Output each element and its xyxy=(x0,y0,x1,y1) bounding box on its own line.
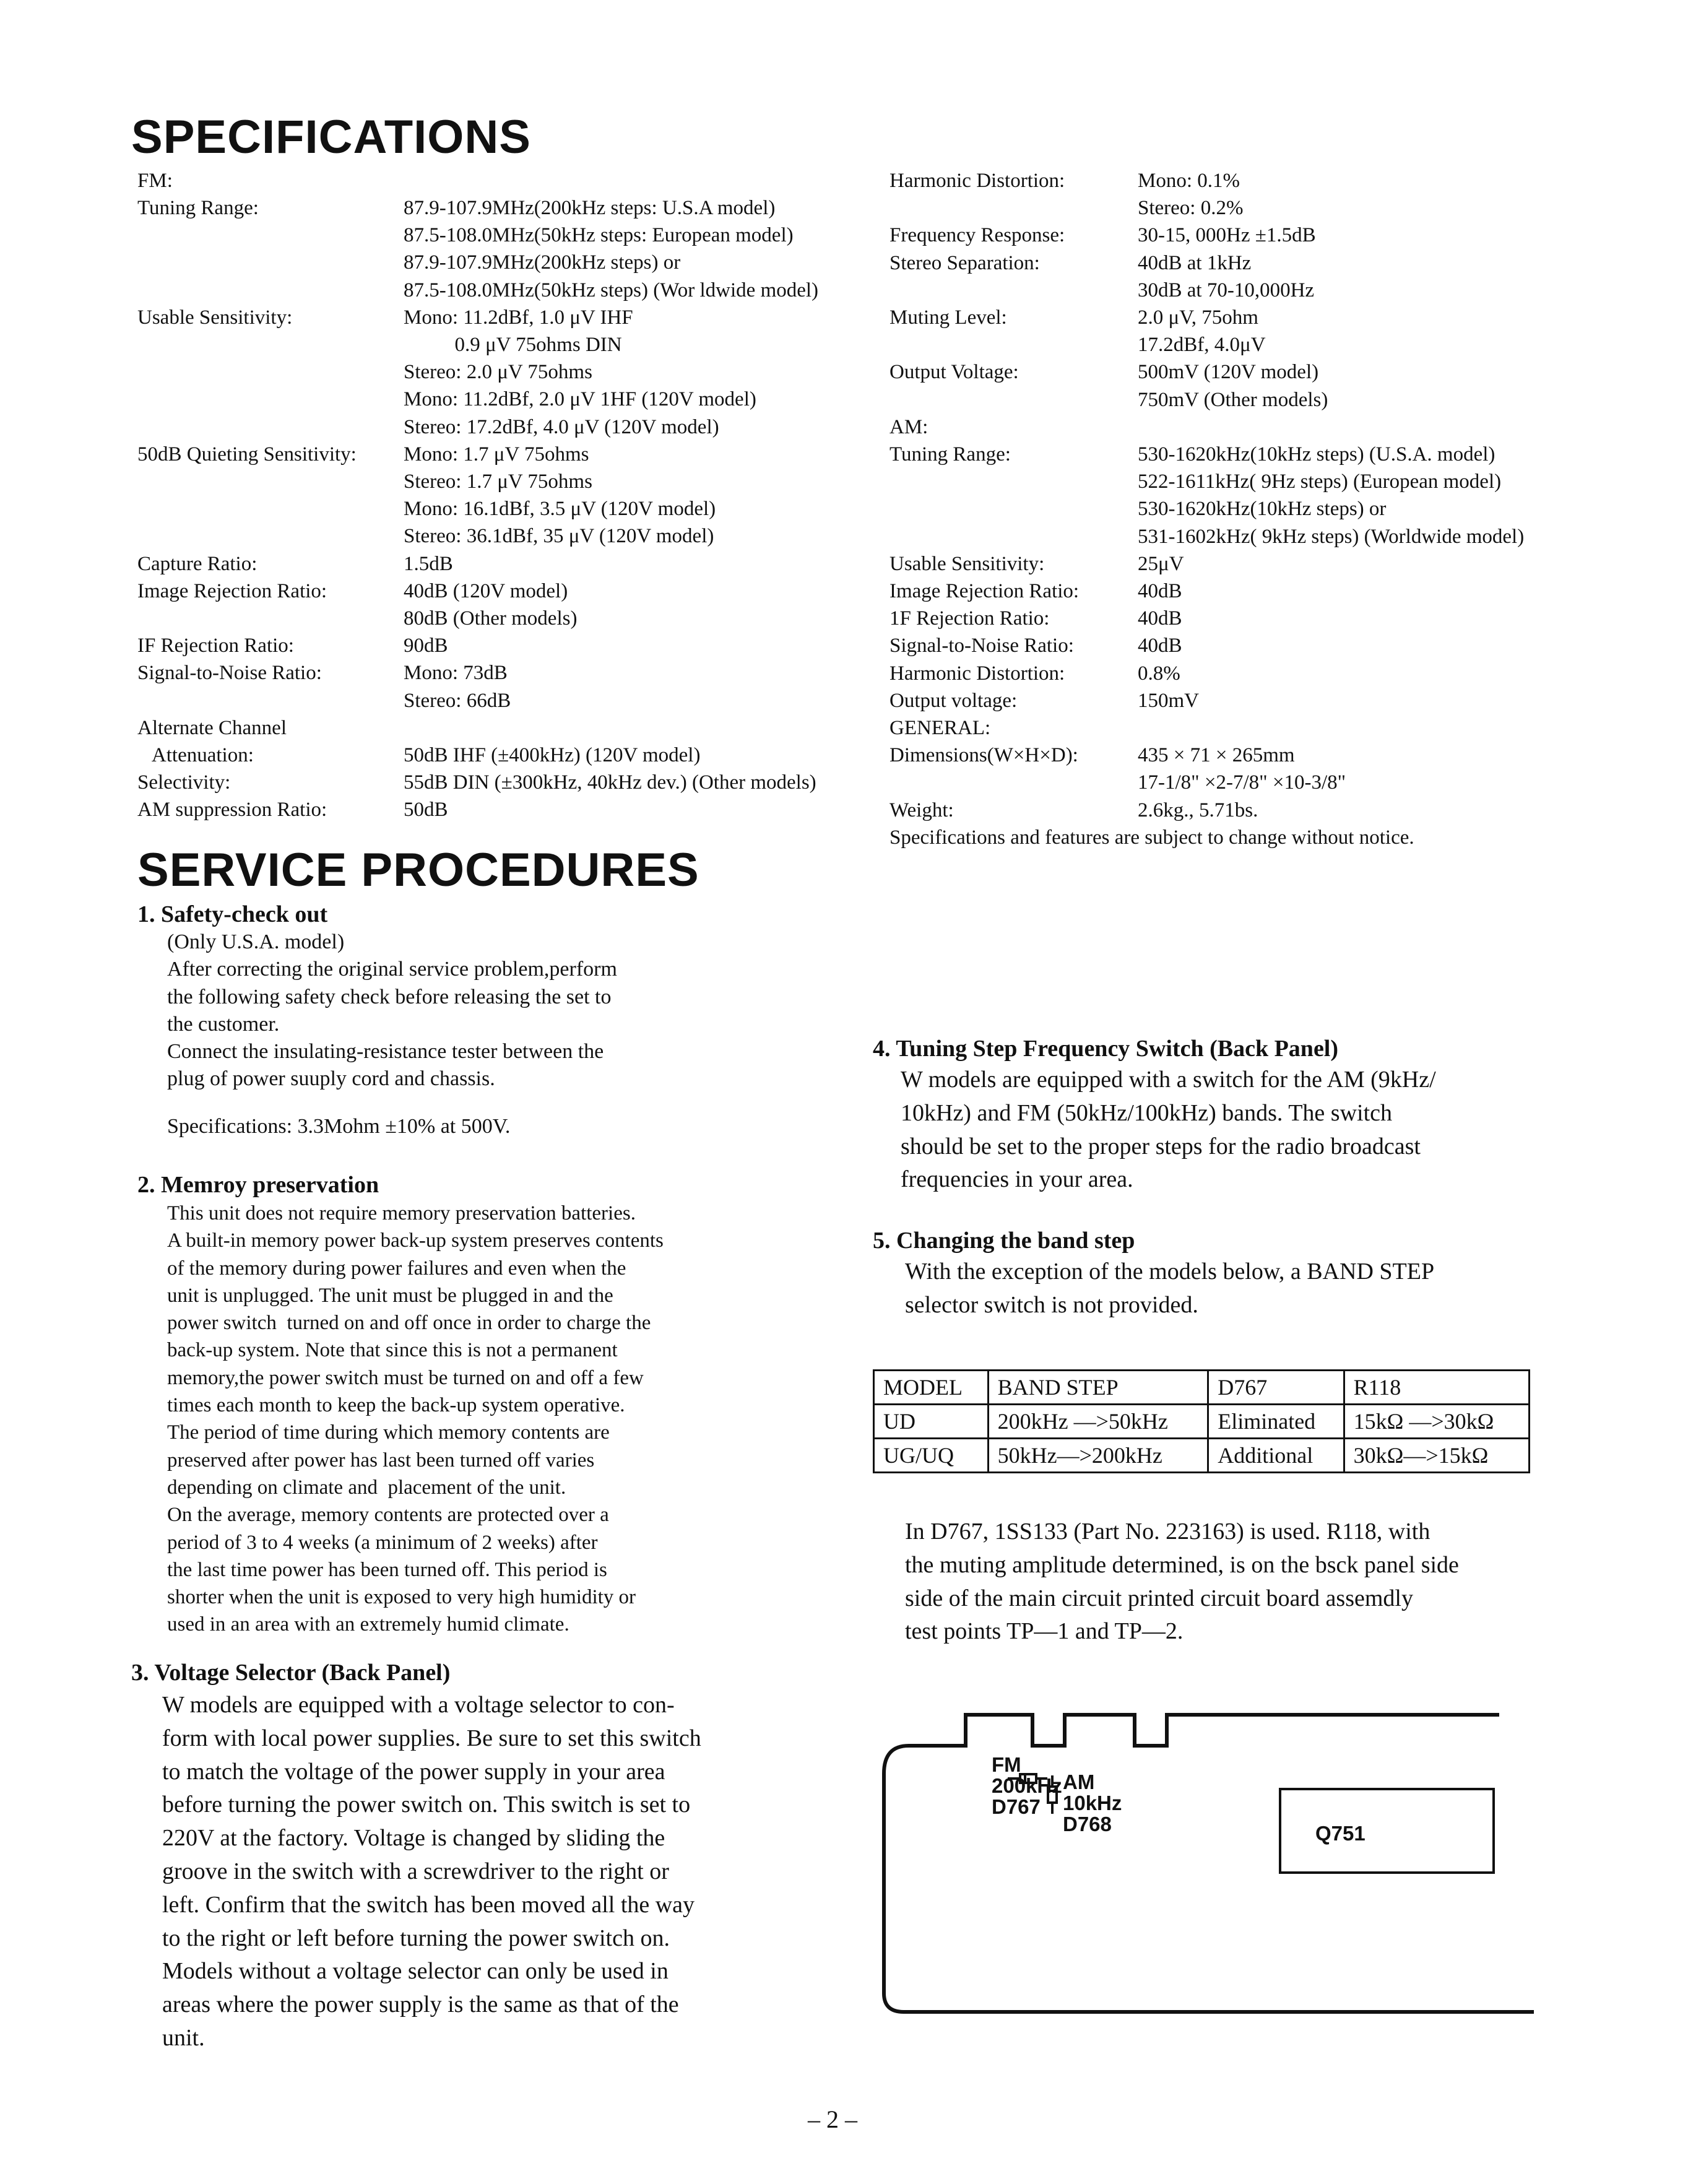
specifications-title: SPECIFICATIONS xyxy=(131,111,531,163)
right-specs xyxy=(889,167,1663,849)
q751-box xyxy=(1280,1789,1494,1873)
procedure-1-spec: Specifications: 3.3Mohm ±10% at 500V. xyxy=(167,1115,511,1138)
q751-label: Q751 xyxy=(1315,1822,1366,1845)
table-cell: 15kΩ —>30kΩ xyxy=(1344,1405,1529,1439)
spec-value: 0.9 μV 75ohms DIN xyxy=(404,334,622,356)
spec-label: Signal-to-Noise Ratio: xyxy=(137,662,322,685)
table-row xyxy=(874,1439,1530,1473)
spec-label: Alternate Channel xyxy=(137,716,287,739)
spec-value: 0.8% xyxy=(1138,662,1180,685)
spec-value: 87.5-108.0MHz(50kHz steps: European model) xyxy=(404,224,794,247)
spec-label: Attenuation: xyxy=(137,744,254,766)
spec-label: Stereo Separation: xyxy=(889,251,1040,274)
table-header-cell: D767 xyxy=(1208,1371,1344,1405)
table-row xyxy=(874,1405,1530,1439)
spec-value: 17-1/8" ×2-7/8" ×10-3/8" xyxy=(1138,771,1346,794)
after-table-text: In D767, 1SS133 (Part No. 223163) is used. R118, with the muting amplitude determined, is on the bsck panel side side of the main circuit printed circuit board assemdly test points TP—1 and TP—2. xyxy=(905,1519,1459,1645)
spec-value: Mono: 16.1dBf, 3.5 μV (120V model) xyxy=(404,498,716,521)
board-diagram xyxy=(873,1702,1560,2043)
band-step-table xyxy=(873,1369,1530,1473)
spec-label: Signal-to-Noise Ratio: xyxy=(889,635,1074,657)
spec-label: Selectivity: xyxy=(137,771,231,794)
spec-value: 17.2dBf, 4.0μV xyxy=(1138,334,1266,357)
spec-value: 435 × 71 × 265mm xyxy=(1138,744,1295,767)
procedure-3-title: 3. Voltage Selector (Back Panel) xyxy=(131,1660,451,1686)
spec-value: 150mV xyxy=(1138,689,1199,712)
spec-label: AM: xyxy=(889,415,928,438)
spec-note: Specifications and features are subject to change without notice. xyxy=(889,826,1414,849)
spec-value: Stereo: 66dB xyxy=(404,689,511,712)
spec-value: 500mV (120V model) xyxy=(1138,361,1319,384)
spec-label: 50dB Quieting Sensitivity: xyxy=(137,443,357,466)
spec-value: 25μV xyxy=(1138,552,1184,575)
spec-value: 80dB (Other models) xyxy=(404,607,578,630)
spec-value: 50dB xyxy=(404,799,448,821)
spec-value: 87.9-107.9MHz(200kHz steps: U.S.A model) xyxy=(404,197,776,219)
spec-value: 522-1611kHz( 9Hz steps) (European model) xyxy=(1138,470,1502,493)
spec-value: 40dB xyxy=(1138,607,1182,630)
spec-label: Muting Level: xyxy=(889,306,1007,329)
spec-value: 530-1620kHz(10kHz steps) (U.S.A. model) xyxy=(1138,443,1495,466)
spec-label: Usable Sensitivity: xyxy=(889,552,1045,575)
fm-specs xyxy=(137,167,880,821)
fm-heading: FM: xyxy=(137,170,173,192)
spec-value: Stereo: 36.1dBf, 35 μV (120V model) xyxy=(404,525,714,548)
procedure-4-title: 4. Tuning Step Frequency Switch (Back Panel) xyxy=(873,1036,1339,1062)
spec-value: 530-1620kHz(10kHz steps) or xyxy=(1138,498,1387,521)
spec-label: Tuning Range: xyxy=(889,443,1011,466)
procedure-1-title: 1. Safety-check out xyxy=(137,901,328,927)
spec-label: Usable Sensitivity: xyxy=(137,306,293,329)
spec-value: 50dB IHF (±400kHz) (120V model) xyxy=(404,744,701,766)
procedure-4-body: W models are equipped with a switch for the AM (9kHz/ 10kHz) and FM (50kHz/100kHz) bands. The switch should be set to the proper steps for the radio broadcast frequencies in your area. xyxy=(901,1067,1436,1193)
page-number: – 2 – xyxy=(808,2105,857,2133)
spec-value: 90dB xyxy=(404,635,448,657)
spec-label: Capture Ratio: xyxy=(137,552,258,575)
spec-value: 40dB (120V model) xyxy=(404,579,568,602)
service-procedures-title: SERVICE PROCEDURES xyxy=(137,844,699,896)
spec-label: Image Rejection Ratio: xyxy=(889,580,1080,602)
spec-value: 2.6kg., 5.71bs. xyxy=(1138,799,1258,821)
spec-value: 87.5-108.0MHz(50kHz steps) (Wor ldwide model) xyxy=(404,279,819,301)
table-cell: 50kHz—>200kHz xyxy=(988,1439,1208,1473)
spec-label: GENERAL: xyxy=(889,717,991,739)
table-header-cell: R118 xyxy=(1344,1371,1529,1405)
procedure-5-body: With the exception of the models below, a BAND STEP selector switch is not provided. xyxy=(905,1259,1435,1318)
am-d768-label: AM 10kHz D768 xyxy=(1063,1770,1122,1835)
table-cell: 30kΩ—>15kΩ xyxy=(1344,1439,1529,1473)
table-header-cell: BAND STEP xyxy=(988,1371,1208,1405)
spec-value: Stereo: 1.7 μV 75ohms xyxy=(404,470,592,493)
fm-d767-label: FM 200kHz D767 xyxy=(992,1753,1062,1818)
spec-label: Frequency Response: xyxy=(889,224,1065,247)
spec-label: Weight: xyxy=(889,799,954,821)
spec-value: 2.0 μV, 75ohm xyxy=(1138,306,1258,329)
procedure-5-title: 5. Changing the band step xyxy=(873,1228,1135,1254)
table-cell: UG/UQ xyxy=(874,1439,989,1473)
spec-value: Mono: 0.1% xyxy=(1138,170,1240,192)
spec-label: Harmonic Distortion: xyxy=(889,170,1065,192)
spec-label: Dimensions(W×H×D): xyxy=(889,744,1078,767)
procedure-1-body: (Only U.S.A. model) After correcting the original service problem,perform the following safety check before releasing the set to the customer. Connect the insulating-resistance tester between the plug of power suuply cord and chassis. xyxy=(167,930,617,1091)
spec-label: Harmonic Distortion: xyxy=(889,662,1065,685)
table-header-cell: MODEL xyxy=(874,1371,989,1405)
table-cell: Eliminated xyxy=(1208,1405,1344,1439)
table-cell: Additional xyxy=(1208,1439,1344,1473)
spec-value: Mono: 1.7 μV 75ohms xyxy=(404,443,589,466)
spec-label: 1F Rejection Ratio: xyxy=(889,607,1050,630)
procedure-2-body: This unit does not require memory preservation batteries. A built-in memory power back-up system preserves contents of the memory during power failures and even when the unit is unplugged. The unit must be plugged in and the power switch turned on and off once in order to charge the back-up system. Note that since this is not a permanent memory,the power switch must be turned on and off a few times each month to keep the back-up system operative. The period of time during which memory contents are preserved after power has last been turned off varies depending on climate and placement of the unit. On the average, memory contents are protected over a period of 3 to 4 weeks (a minimum of 2 weeks) after the last time power has been turned off. This period is shorter when the unit is exposed to very high humidity or used in an area with an extremely humid climate. xyxy=(167,1202,664,1636)
spec-label: Output Voltage: xyxy=(889,361,1019,384)
spec-value: Mono: 73dB xyxy=(404,662,508,685)
spec-value: 40dB xyxy=(1138,635,1182,657)
spec-value: 30dB at 70-10,000Hz xyxy=(1138,279,1315,301)
table-header-row xyxy=(874,1371,1530,1405)
spec-value: 531-1602kHz( 9kHz steps) (Worldwide model) xyxy=(1138,525,1525,548)
spec-value: Stereo: 2.0 μV 75ohms xyxy=(404,361,592,384)
spec-value: 40dB xyxy=(1138,580,1182,602)
spec-value: 30-15, 000Hz ±1.5dB xyxy=(1138,224,1316,247)
procedure-2-title: 2. Memroy preservation xyxy=(137,1172,379,1198)
spec-value: 55dB DIN (±300kHz, 40kHz dev.) (Other models) xyxy=(404,771,816,794)
spec-value: 87.9-107.9MHz(200kHz steps) or xyxy=(404,251,681,274)
spec-value: 1.5dB xyxy=(404,552,453,575)
spec-label: Output voltage: xyxy=(889,689,1018,712)
spec-label: IF Rejection Ratio: xyxy=(137,635,294,657)
procedure-3-body: W models are equipped with a voltage selector to con- form with local power supplies. Be sure to set this switch to match the voltage of the power supply in your area before turning the power switch on. This switch is set to 220V at the factory. Voltage is changed by sliding the groove in the switch with a screwdriver to the right or left. Confirm that the switch has been moved all the way to the right or left before turning the power switch on. Models without a voltage selector can only be used in areas where the power supply is the same as that of the unit. xyxy=(162,1692,701,2051)
spec-label: AM suppression Ratio: xyxy=(137,799,327,821)
spec-value: Mono: 11.2dBf, 2.0 μV 1HF (120V model) xyxy=(404,388,756,411)
spec-label: Image Rejection Ratio: xyxy=(137,579,327,602)
board-outline xyxy=(873,1702,1560,2043)
table-cell: UD xyxy=(874,1405,989,1439)
spec-value: Mono: 11.2dBf, 1.0 μV IHF xyxy=(404,306,633,329)
table-cell: 200kHz —>50kHz xyxy=(988,1405,1208,1439)
spec-value: Stereo: 17.2dBf, 4.0 μV (120V model) xyxy=(404,415,719,438)
spec-label: Tuning Range: xyxy=(137,197,259,219)
spec-value: 40dB at 1kHz xyxy=(1138,251,1252,274)
spec-value: Stereo: 0.2% xyxy=(1138,197,1244,220)
spec-value: 750mV (Other models) xyxy=(1138,388,1328,411)
